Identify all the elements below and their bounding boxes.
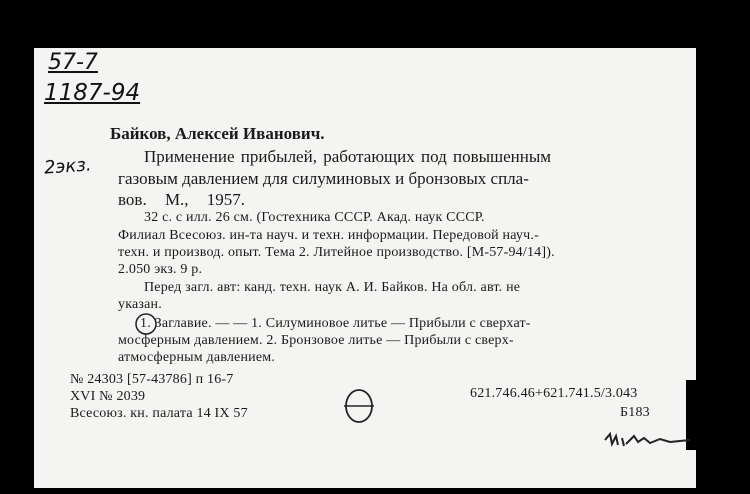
card-title-line-2: газовым давлением для силуминовых и бронзовых спла- xyxy=(118,169,529,188)
card-description-line-5: Перед загл. авт: канд. техн. наук А. И. Байков. На обл. авт. не xyxy=(144,280,521,295)
card-subjects-line-2: мосферным давлением. 2. Бронзовое литье — Прибыли с сверх- xyxy=(118,333,514,348)
handwritten-call-number-top: 57-7 xyxy=(48,50,98,75)
card-description-line-6: указан. xyxy=(118,297,162,312)
handwritten-copies-note: 2экз. xyxy=(43,154,93,179)
card-series-number: XVI № 2039 xyxy=(70,389,146,404)
card-udc: 621.746.46+621.741.5/3.043 xyxy=(470,386,638,401)
card-author: Байков, Алексей Иванович. xyxy=(110,124,325,143)
handwritten-scribble xyxy=(600,430,700,450)
card-book-chamber: Всесоюз. кн. палата 14 IX 57 xyxy=(70,406,248,421)
card-record-number: № 24303 [57-43786] п 16-7 xyxy=(70,372,234,387)
card-classification: Б183 xyxy=(620,405,650,420)
card-description-line-4: 2.050 экз. 9 р. xyxy=(118,262,203,277)
card-subjects-line-1: 1. Заглавие. — — 1. Силуминовое литье — Прибыли с сверхат- xyxy=(140,316,531,331)
card-description-line-2: Филиал Всесоюз. ин-та науч. и техн. информации. Передовой науч.- xyxy=(118,228,539,243)
hole-punch-mark xyxy=(340,384,378,424)
subject-circle-mark xyxy=(134,312,160,336)
handwritten-call-number-bottom: 1187-94 xyxy=(44,80,141,106)
card-title-line-3: вов. М., 1957. xyxy=(118,190,246,209)
card-title-line-1: Применение прибылей, работающих под повышенным xyxy=(144,147,552,166)
card-description-line-1: 32 с. с илл. 26 см. (Гостехника СССР. Акад. наук СССР. xyxy=(144,210,485,225)
card-description-line-3: техн. и производ. опыт. Тема 2. Литейное производство. [М-57-94/14]). xyxy=(118,245,555,260)
card-subjects-line-3: атмосферным давлением. xyxy=(118,350,276,365)
